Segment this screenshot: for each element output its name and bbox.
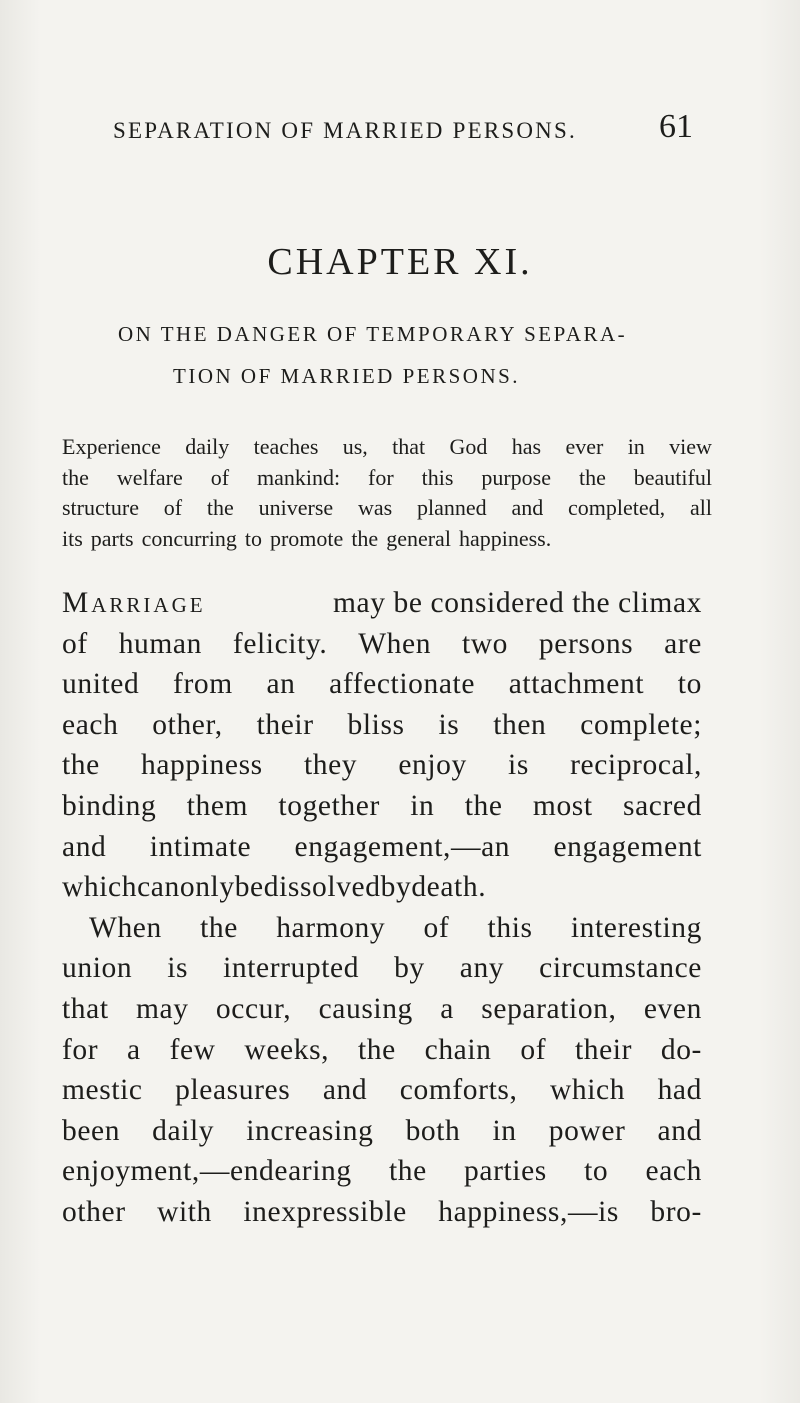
word: daily — [185, 434, 230, 459]
word: purpose — [481, 464, 552, 490]
paragraph-2-line — [62, 1111, 702, 1152]
word: and — [322, 1074, 368, 1107]
word: mestic — [62, 1074, 143, 1107]
word: has — [511, 434, 542, 459]
word: do- — [660, 1033, 702, 1066]
running-head — [113, 108, 693, 152]
word: and — [657, 1114, 702, 1147]
word: harmony — [276, 911, 386, 944]
word: reciprocal, — [570, 749, 702, 782]
word: was — [357, 495, 393, 520]
word: interrupted — [223, 952, 360, 985]
word: happiness. — [458, 525, 552, 551]
word: that — [392, 434, 426, 459]
word: bliss — [347, 708, 405, 741]
word: causing — [318, 992, 413, 1025]
word: and — [511, 495, 544, 520]
word: be — [234, 871, 264, 904]
word: enjoy — [398, 749, 467, 782]
word: this — [487, 911, 533, 944]
word: engagement — [553, 830, 702, 863]
word: welfare — [116, 464, 183, 490]
word: affectionate — [329, 668, 476, 701]
word: interesting — [570, 911, 702, 944]
word: attachment — [508, 668, 645, 701]
word: each — [645, 1155, 702, 1188]
paragraph-1-line — [62, 624, 702, 665]
word: the — [578, 464, 606, 490]
paragraph-2-line — [62, 908, 702, 949]
word: occur, — [215, 992, 292, 1025]
word: happiness — [141, 749, 263, 782]
word: a — [440, 992, 454, 1025]
word: sacred — [623, 789, 702, 822]
word: united — [62, 668, 140, 701]
word: from — [173, 668, 233, 701]
word: completed, — [568, 495, 666, 520]
word: teaches — [253, 434, 319, 459]
word: separation, — [481, 992, 617, 1025]
word: When — [89, 911, 162, 944]
word: in — [492, 1114, 517, 1147]
word: concurring — [141, 525, 237, 551]
word: which — [62, 871, 138, 904]
word: enjoyment,—endearing — [62, 1155, 352, 1188]
word: other — [62, 1195, 126, 1228]
word: may — [135, 992, 189, 1025]
word: by — [380, 871, 412, 904]
chapter-subtitle-line-2: TION OF MARRIED PERSONS. — [173, 364, 521, 388]
paragraph-2-line — [62, 989, 702, 1030]
word: to — [677, 668, 702, 701]
lead-word: Marriage — [62, 587, 206, 619]
word: in — [410, 789, 435, 822]
word: parties — [464, 1155, 547, 1188]
word: that — [62, 992, 109, 1025]
word: increasing — [246, 1114, 374, 1147]
chapter-subtitle-line-1: ON THE DANGER OF TEMPORARY SEPARA- — [118, 322, 628, 346]
word: for — [368, 464, 394, 490]
word: general — [386, 525, 451, 551]
word: felicity. — [232, 627, 328, 660]
paragraph-1-line — [62, 664, 702, 705]
word: God — [449, 434, 488, 459]
word: power — [548, 1114, 626, 1147]
word: the — [206, 495, 234, 520]
paragraph-2-line — [62, 948, 702, 989]
word: promote — [269, 525, 344, 551]
word: only — [179, 871, 235, 904]
word: us, — [342, 434, 368, 459]
word: of — [163, 495, 183, 520]
word: view — [669, 434, 712, 459]
word: universe — [258, 495, 334, 520]
page-number: 61 — [659, 108, 693, 145]
word: is — [167, 952, 189, 985]
word: complete; — [580, 708, 702, 741]
word: with — [157, 1195, 212, 1228]
word: both — [405, 1114, 461, 1147]
word: of — [520, 1033, 547, 1066]
word: union — [62, 952, 133, 985]
word: engagement,—an — [294, 830, 511, 863]
word: parts — [90, 525, 134, 551]
word: When — [358, 627, 432, 660]
word: binding — [62, 789, 157, 822]
word: beautiful — [633, 464, 712, 490]
paragraph-2-line — [62, 1070, 702, 1111]
word: this — [421, 464, 454, 490]
word: their — [574, 1033, 633, 1066]
word: daily — [152, 1114, 215, 1147]
word: the — [357, 1033, 396, 1066]
word: them — [186, 789, 249, 822]
word: inexpressible — [243, 1195, 407, 1228]
paragraph-2-line — [62, 1030, 702, 1071]
intro-line — [62, 524, 712, 555]
word: each — [62, 708, 119, 741]
word: of — [210, 464, 230, 490]
word: human — [118, 627, 202, 660]
word: mankind: — [256, 464, 341, 490]
word: by — [394, 952, 425, 985]
word: dissolved — [263, 871, 381, 904]
intro-paragraph — [62, 432, 712, 554]
word: intimate — [149, 830, 252, 863]
word: the — [464, 789, 503, 822]
word: in — [627, 434, 645, 459]
word: bro- — [650, 1195, 702, 1228]
word: been — [62, 1114, 121, 1147]
paragraph-1-line — [62, 786, 702, 827]
paragraph-1-line — [62, 705, 702, 746]
word: comforts, — [399, 1074, 518, 1107]
word: two — [461, 627, 509, 660]
word: death. — [411, 871, 487, 904]
word: few — [169, 1033, 216, 1066]
word: their — [256, 708, 314, 741]
word: the — [351, 525, 379, 551]
word: which — [549, 1074, 626, 1107]
word: the — [62, 464, 89, 490]
word: happiness,—is — [438, 1195, 619, 1228]
word: is — [508, 749, 529, 782]
paragraph-2-line — [62, 1192, 702, 1233]
word: any — [459, 952, 505, 985]
word: of — [423, 911, 450, 944]
intro-line — [62, 463, 712, 494]
word: had — [657, 1074, 702, 1107]
word: ever — [565, 434, 604, 459]
word: weeks, — [244, 1033, 330, 1066]
word: other, — [152, 708, 223, 741]
word: can — [137, 871, 180, 904]
word: chain — [424, 1033, 492, 1066]
paragraph-1-line — [62, 867, 702, 908]
word: the — [200, 911, 238, 944]
word: and — [62, 830, 107, 863]
word: is — [438, 708, 460, 741]
word: they — [303, 749, 358, 782]
word: of — [62, 627, 88, 660]
word: structure — [62, 495, 139, 520]
word: to — [584, 1155, 609, 1188]
word: Experience — [62, 434, 161, 459]
paragraph-2-line — [62, 1151, 702, 1192]
word: the — [388, 1155, 427, 1188]
word: an — [266, 668, 296, 701]
running-head-title: SEPARATION OF MARRIED PERSONS. — [113, 118, 577, 143]
paragraph-1-line — [62, 827, 702, 868]
body-text — [62, 583, 702, 1233]
word: most — [532, 789, 593, 822]
word: then — [493, 708, 547, 741]
word: even — [643, 992, 702, 1025]
word: all — [690, 495, 712, 520]
paragraph-1-line — [62, 745, 702, 786]
paragraph-1-first-line-rest: may be considered the climax — [332, 587, 702, 619]
word: the — [62, 749, 100, 782]
word: persons — [538, 627, 634, 660]
word: pleasures — [175, 1074, 291, 1107]
word: a — [127, 1033, 141, 1066]
word: for — [62, 1033, 99, 1066]
word: planned — [417, 495, 487, 520]
word: to — [244, 525, 262, 551]
word: circumstance — [539, 952, 702, 985]
chapter-title: CHAPTER XI. — [267, 241, 533, 283]
word: its — [62, 525, 83, 551]
word: together — [278, 789, 380, 822]
paragraph-1-first-line — [62, 583, 702, 624]
intro-line — [62, 432, 712, 463]
intro-line — [62, 493, 712, 524]
word: are — [664, 627, 702, 660]
